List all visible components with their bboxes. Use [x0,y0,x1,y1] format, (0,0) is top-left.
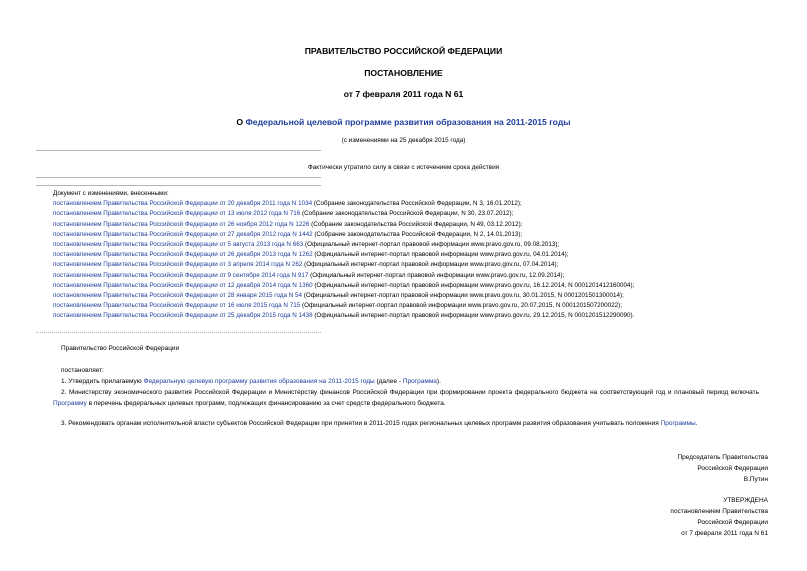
changes-intro: Документ с изменениями, внесенными: [53,190,169,197]
list-item [53,209,634,219]
amendment-link[interactable]: постановлением Правительства Российской Федерации от 13 июля 2012 года N 716 [53,210,301,218]
amendment-link[interactable]: постановлением Правительства Российской Федерации от 26 ноября 2012 года N 1226 [53,220,310,228]
paragraph-text: (далее - [374,378,403,385]
paragraph-text: 1. Утвердить прилагаемую [61,378,144,385]
list-item [53,230,634,240]
amendment-link[interactable]: постановлением Правительства Российской Федерации от 25 декабря 2015 года N 1438 [53,312,313,320]
amendment-link[interactable]: постановлением Правительства Российской Федерации от 27 декабря 2012 года N 1442 [53,230,313,238]
program-link[interactable]: Программы [660,420,696,427]
approval-line: постановлением Правительства [670,508,768,515]
doc-type-heading: ПОСТАНОВЛЕНИЕ [364,68,443,78]
amendment-link[interactable]: постановлением Правительства Российской Федерации от 26 декабря 2013 года N 1262 [53,251,313,259]
list-item [53,250,634,260]
list-item [53,260,634,270]
list-item [53,199,634,209]
doc-date-number: от 7 февраля 2011 года N 61 [343,89,464,99]
list-item [53,311,634,321]
amendment-link[interactable]: постановлением Правительства Российской Федерации от 9 сентября 2014 года N 917 [53,271,309,279]
paragraph-text: в перечень федеральных целевых программ, подлежащих финансированию за счет средств федерального бюджета. [86,400,446,407]
amendment-source: (Собрание законодательства Российской Федерации, N 3, 16.01.2012); [312,200,522,208]
list-item [53,220,634,230]
divider [36,150,321,151]
list-item [53,271,634,281]
divider [36,177,321,178]
title-program-link[interactable]: Федеральной целевой программе развития образования на 2011-2015 годы [245,117,571,127]
amendment-source: (Собрание законодательства Российской Федерации, N 30, 23.07.2012); [300,210,514,218]
paragraph-text: ). [436,378,441,385]
document-title [0,117,807,127]
amendment-link[interactable]: постановлением Правительства Российской Федерации от 20 декабря 2011 года N 1034 [53,200,313,208]
amendment-source: (Официальный интернет-портал правовой информации www.pravo.gov.ru, 30.01.2015, N 0001201501300014); [302,292,624,300]
approval-date: от 7 февраля 2011 года N 61 [681,530,768,537]
amendment-source: (Официальный интернет-портал правовой информации www.pravo.gov.ru, 29.12.2015, N 0001201512290090). [312,312,635,320]
amendment-source: (Собрание законодательства Российской Федерации, N 49, 03.12.2012); [309,220,523,228]
approval-block [670,495,768,539]
approval-label: УТВЕРЖДЕНА [723,497,768,504]
divider [36,185,321,186]
amendment-link[interactable]: постановлением Правительства Российской Федерации от 12 декабря 2014 года N 1360 [53,281,313,289]
amendment-source: (Официальный интернет-портал правовой информации www.pravo.gov.ru, 20.07.2015, N 0001201507200022); [300,302,623,310]
changes-list [53,189,634,322]
paragraph-2 [53,387,759,409]
amendment-source: (Официальный интернет-портал правовой информации www.pravo.gov.ru, 07.04.2014); [302,261,559,269]
list-item [53,281,634,291]
amendment-source: (Официальный интернет-портал правовой информации www.pravo.gov.ru, 16.12.2014, N 0001201412160004); [312,281,635,289]
amendment-source: (Собрание законодательства Российской Федерации, N 2, 14.01.2013); [312,230,523,238]
signature-name: В.Путин [743,476,768,483]
title-prefix: О [236,117,246,127]
approval-line: Российской Федерации [697,519,768,526]
list-item [53,291,634,301]
paragraph-3 [61,418,698,429]
amendment-source: (Официальный интернет-портал правовой информации www.pravo.gov.ru, 04.01.2014); [312,251,569,259]
paragraph-1 [61,376,441,387]
status-note: Фактически утратило силу в связи с истечением срока действия [307,164,500,171]
amendment-note: (с изменениями на 25 декабря 2015 года) [341,137,466,144]
government-heading: ПРАВИТЕЛЬСТВО РОССИЙСКОЙ ФЕДЕРАЦИИ [304,46,503,56]
amendment-link[interactable]: постановлением Правительства Российской Федерации от 28 января 2015 года N 54 [53,292,303,300]
paragraph-text: 3. Рекомендовать органам исполнительной власти субъектов Российской Федерации при принятии в 2011-2015 годах региональных целевых программ развития образования учитывать положения [61,420,661,427]
program-link[interactable]: Программу [53,400,87,407]
amendment-source: (Официальный интернет-портал правовой информации www.pravo.gov.ru, 12.09.2014); [308,271,565,279]
program-short-link[interactable]: Программа [402,378,437,385]
amendment-link[interactable]: постановлением Правительства Российской Федерации от 3 апреля 2014 года N 262 [53,261,303,269]
signature-block [677,452,768,485]
list-item [53,240,634,250]
divider [36,332,321,333]
signature-org: Российской Федерации [697,465,768,472]
amendment-link[interactable]: постановлением Правительства Российской Федерации от 5 августа 2013 года N 663 [53,241,304,249]
decree-text: постановляет: [61,367,104,374]
list-item [53,301,634,311]
paragraph-text: . [695,420,698,427]
amendment-source: (Официальный интернет-портал правовой информации www.pravo.gov.ru, 09.08.2013); [303,241,560,249]
signature-title: Председатель Правительства [677,454,768,461]
paragraph-text: 2. Министерству экономического развития Российской Федерации и Министерству финансов Российской Федерации при формировании проекта федерального бюджета на соответствующий год и плановый период включать [61,389,759,396]
program-link[interactable]: Федеральную целевую программу развития образования на 2011-2015 годы [143,378,375,385]
issuer-text: Правительство Российской Федерации [61,345,180,352]
amendment-link[interactable]: постановлением Правительства Российской Федерации от 16 июля 2015 года N 715 [53,302,301,310]
